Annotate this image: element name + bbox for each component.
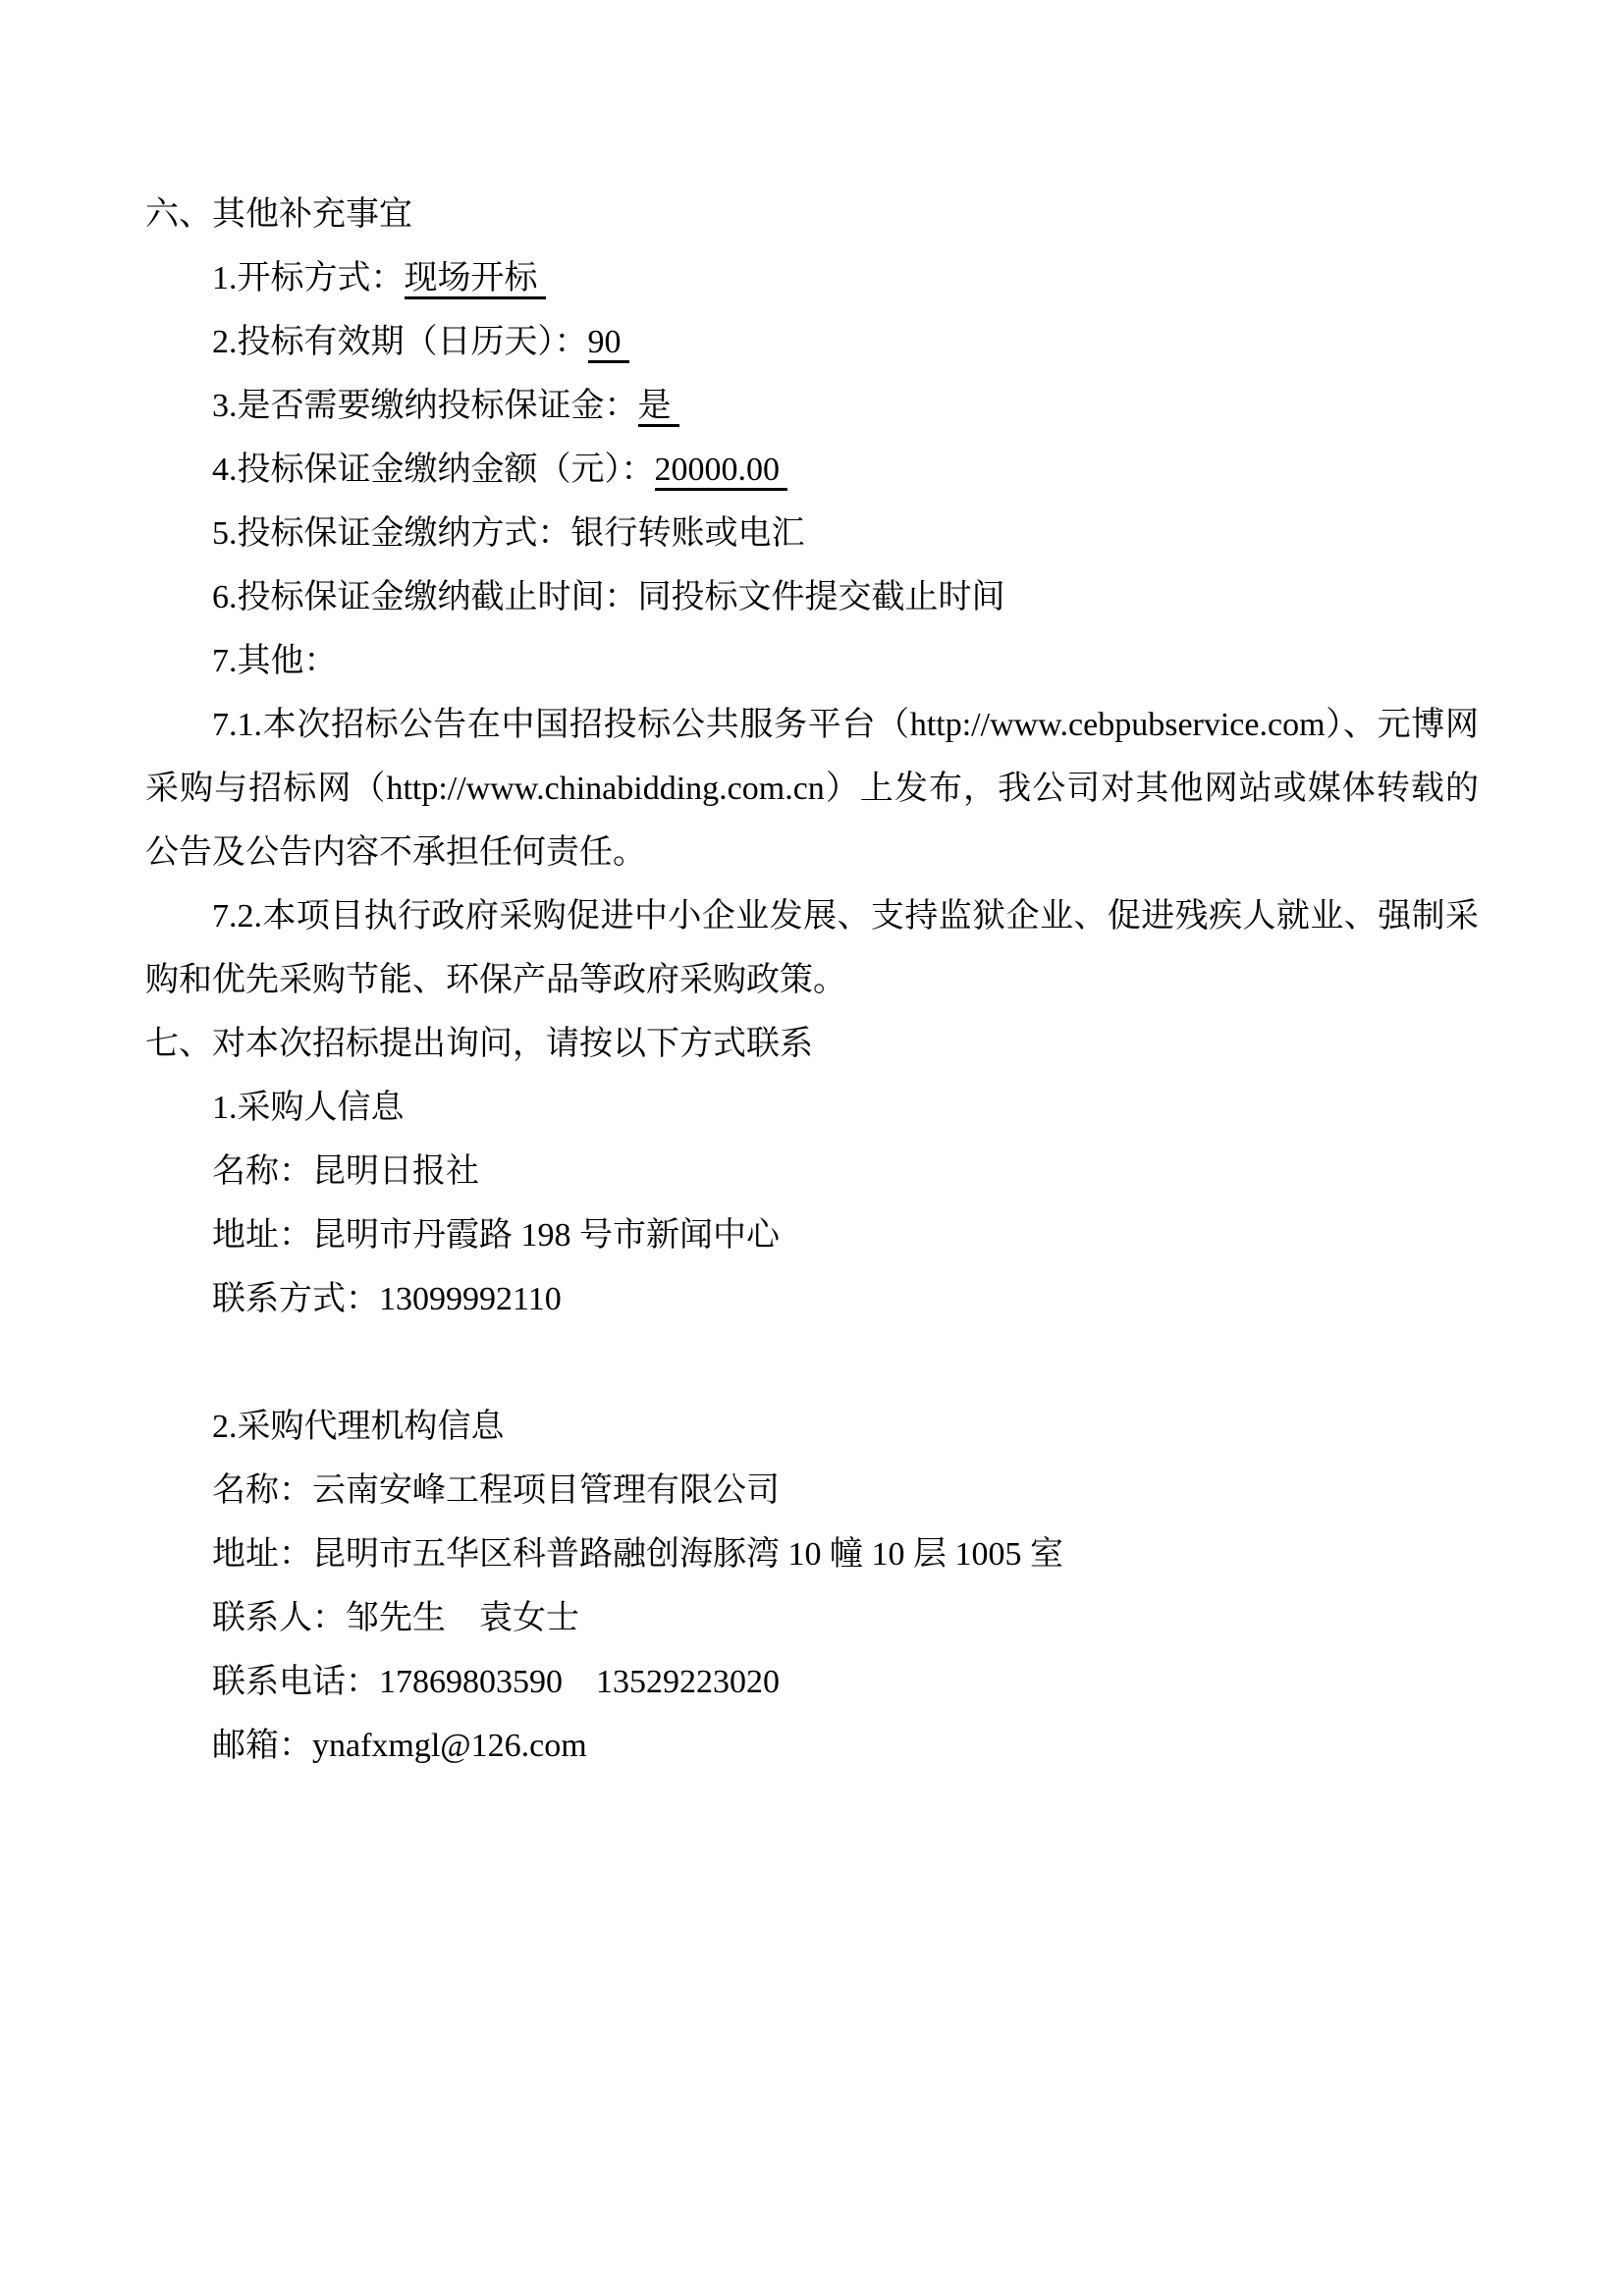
list-item-other (145, 629, 1479, 693)
agency-name-line: 名称：云南安峰工程项目管理有限公司 (212, 1472, 780, 1509)
paragraph-announcement-platforms: 7.1.本次招标公告在中国招投标公共服务平台（http://www.cebpubservice.com）、元博网采购与招标网（http://www.chinabidding.com.cn）上发布，我公司对其他网站或媒体转载的公告及公告内容不承担任何责任。 (145, 707, 1479, 871)
list-item-deposit-required (145, 374, 1479, 438)
item-underlined-value: 是 (638, 388, 679, 427)
purchaser-name-line: 名称：昆明日报社 (212, 1153, 479, 1190)
item-label: 3.是否需要缴纳投标保证金： (212, 388, 638, 424)
item-label: 2.投标有效期（日历天）： (212, 324, 588, 360)
item-label: 1.开标方式： (212, 260, 405, 296)
list-item-deposit-payment-method (145, 502, 1479, 565)
item-label: 6.投标保证金缴纳截止时间：同投标文件提交截止时间 (212, 579, 1005, 615)
list-item-bid-opening-method (145, 246, 1479, 310)
item-underlined-value: 现场开标 (405, 260, 546, 299)
item-label: 7.其他： (212, 643, 338, 679)
list-item-deposit-amount (145, 438, 1479, 502)
item-label: 5.投标保证金缴纳方式：银行转账或电汇 (212, 515, 805, 552)
agency-info-title: 2.采购代理机构信息 (212, 1409, 505, 1445)
item-underlined-value: 90 (588, 324, 629, 363)
list-item-deposit-deadline (145, 565, 1479, 629)
item-underlined-value: 20000.00 (655, 452, 788, 491)
agency-email-line: 邮箱：ynafxmgl@126.com (212, 1728, 587, 1764)
purchaser-info-title: 1.采购人信息 (212, 1090, 405, 1126)
paragraph-procurement-policy: 7.2.本项目执行政府采购促进中小企业发展、支持监狱企业、促进残疾人就业、强制采购和优先采购节能、环保产品等政府采购政策。 (145, 898, 1479, 998)
agency-phone-line: 联系电话：17869803590 13529223020 (212, 1664, 780, 1700)
list-item-bid-validity (145, 310, 1479, 374)
item-label: 4.投标保证金缴纳金额（元）： (212, 452, 655, 488)
agency-contact-person-line: 联系人：邹先生 袁女士 (212, 1600, 579, 1636)
purchaser-address-line: 地址：昆明市丹霞路 198 号市新闻中心 (212, 1217, 780, 1254)
section-heading-contact: 七、对本次招标提出询问，请按以下方式联系 (145, 1026, 813, 1062)
section-heading-other-matters: 六、其他补充事宜 (145, 196, 412, 233)
agency-address-line: 地址：昆明市五华区科普路融创海豚湾 10 幢 10 层 1005 室 (212, 1536, 1063, 1573)
blank-line (145, 1331, 1479, 1395)
purchaser-contact-line: 联系方式：13099992110 (212, 1281, 562, 1317)
